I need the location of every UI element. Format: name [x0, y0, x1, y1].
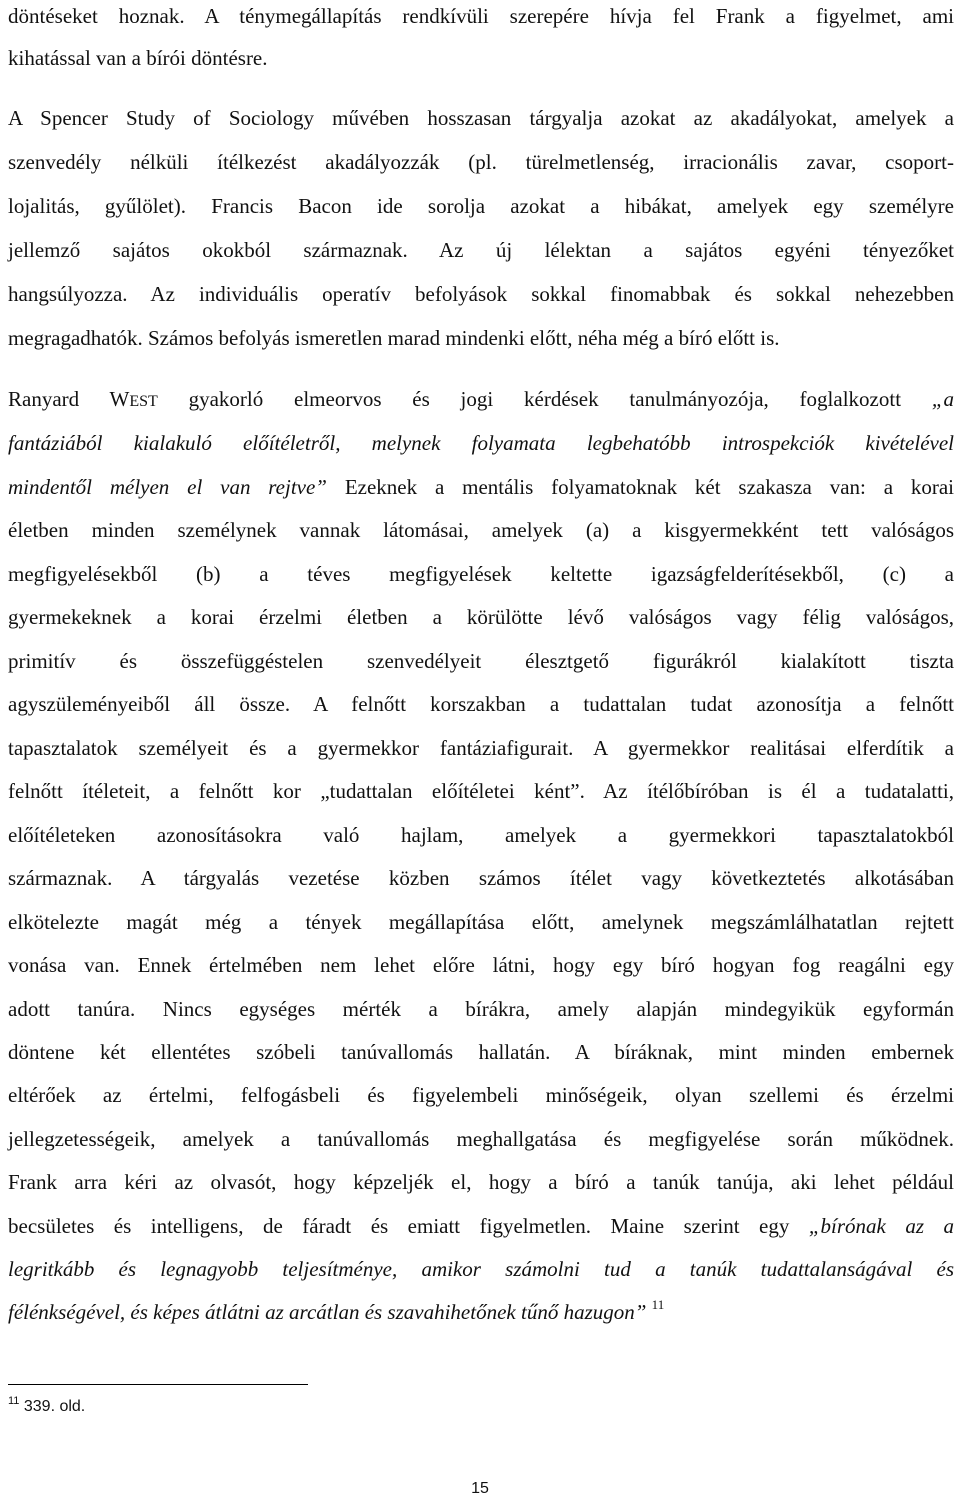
text-line: eltérőek az értelmi, felfogásbeli és figyelembeli minőségeik, olyan szellemi és érzelmi [8, 1083, 954, 1107]
footnote-text: 339. old. [19, 1398, 86, 1415]
text-line: származnak. A tárgyalás vezetése közben számos ítélet vagy következtetés alkotásában [8, 866, 954, 890]
text-line: legritkább és legnagyobb teljesítménye, amikor számolni tud a tanúk tudattalanságával és [8, 1257, 954, 1281]
text-line: A Spencer Study of Sociology művében hosszasan tárgyalja azokat az akadályokat, amelyek a [8, 106, 954, 130]
page-number: 15 [471, 1480, 489, 1497]
text-run: gyakorló elmeorvos és jogi kérdések tanulmányozója, foglalkozott [157, 387, 932, 411]
text-line: elkötelezte magát még a tények megállapítása előtt, amelynek megszámlálhatatlan rejtett [8, 910, 954, 934]
text-line: megragadhatók. Számos befolyás ismeretlen marad mindenki előtt, néha még a bíró előtt is. [8, 326, 780, 350]
text-line: megfigyelésekből (b) a téves megfigyelések keltette igazságfelderítésekből, (c) a [8, 562, 954, 586]
italic-run: félénkségével, és képes átlátni az arcátlan és szavahihetőnek tűnő hazugon” [8, 1300, 647, 1324]
text-line: primitív és összefüggéstelen szenvedélyeit élesztgető figurákról kialakított tiszta [8, 649, 954, 673]
text-line: tapasztalatok személyeit és a gyermekkor fantáziafigurait. A gyermekkor realitásai elferdítik a [8, 736, 954, 760]
text-line: adott tanúra. Nincs egységes mérték a bírákra, amely alapján mindegyikük egyformán [8, 997, 954, 1021]
small-caps-run: EST [129, 393, 158, 410]
italic-run: „a [931, 387, 954, 411]
text-line: szenvedély nélküli ítélkezést akadályozzák (pl. türelmetlenség, irracionális zavar, csoport- [8, 150, 954, 174]
text-line: előítéleteken azonosításokra való hajlam, amelyek a gyermekkori tapasztalatokból [8, 823, 954, 847]
text-line: döntene két ellentétes szóbeli tanúvallomás hallatán. A bíráknak, mint minden embernek [8, 1040, 954, 1064]
footnote-separator [8, 1384, 308, 1385]
text-line: felnőtt ítéleteit, a felnőtt kor „tudattalan előítéletei ként”. Az ítélőbíróban is él a tudatalatti, [8, 779, 954, 803]
footnote-reference: 11 [651, 1297, 665, 1312]
text-line: gyermekeknek a korai érzelmi életben a körülötte lévő valóságos vagy félig valóságos, [8, 605, 954, 629]
text-line: döntéseket hoznak. A ténymegállapítás rendkívüli szerepére hívja fel Frank a figyelmet, ami [8, 4, 954, 28]
text-line: életben minden személynek vannak látomásai, amelyek (a) a kisgyermekként tett valóságos [8, 518, 954, 542]
text-line: fantáziából kialakuló előítéletről, melynek folyamata legbehatóbb introspekciók kivételével [8, 431, 954, 455]
text-run: becsületes és intelligens, de fáradt és emiatt figyelmetlen. Maine szerint egy [8, 1214, 809, 1238]
footnote-mark: 11 [8, 1395, 20, 1407]
text-line: Frank arra kéri az olvasót, hogy képzeljék el, hogy a bíró a tanúk tanúja, aki lehet például [8, 1170, 954, 1194]
text-line: jellegzetességeik, amelyek a tanúvallomás meghallgatása és megfigyelése során működnek. [8, 1127, 954, 1151]
italic-run: „bírónak az a [808, 1214, 954, 1238]
text-run: Ezeknek a mentális folyamatoknak két szakasza van: a korai [327, 475, 955, 499]
text-line: hangsúlyozza. Az individuális operatív befolyások sokkal finomabbak és sokkal nehezebben [8, 282, 954, 306]
text-line [8, 385, 954, 416]
text-line [8, 1298, 954, 1326]
text-line [8, 473, 954, 501]
text-line [8, 1212, 954, 1240]
text-line: kihatással van a bírói döntésre. [8, 46, 268, 70]
text-line: lojalitás, gyűlölet). Francis Bacon ide sorolja azokat a hibákat, amelyek egy személyre [8, 194, 954, 218]
text-line: jellemző sajátos okokból származnak. Az új lélektan a sajátos egyéni tényezőket [8, 238, 954, 262]
text-run: Ranyard W [8, 387, 130, 411]
text-line: agyszüleményeiből áll össze. A felnőtt korszakban a tudattalan tudat azonosítja a felnőtt [8, 692, 954, 716]
text-line: vonása van. Ennek értelmében nem lehet előre látni, hogy egy bíró hogyan fog reagálni egy [8, 953, 954, 977]
footnote [8, 1395, 86, 1416]
italic-run: mindentől mélyen el van rejtve” [8, 475, 327, 499]
